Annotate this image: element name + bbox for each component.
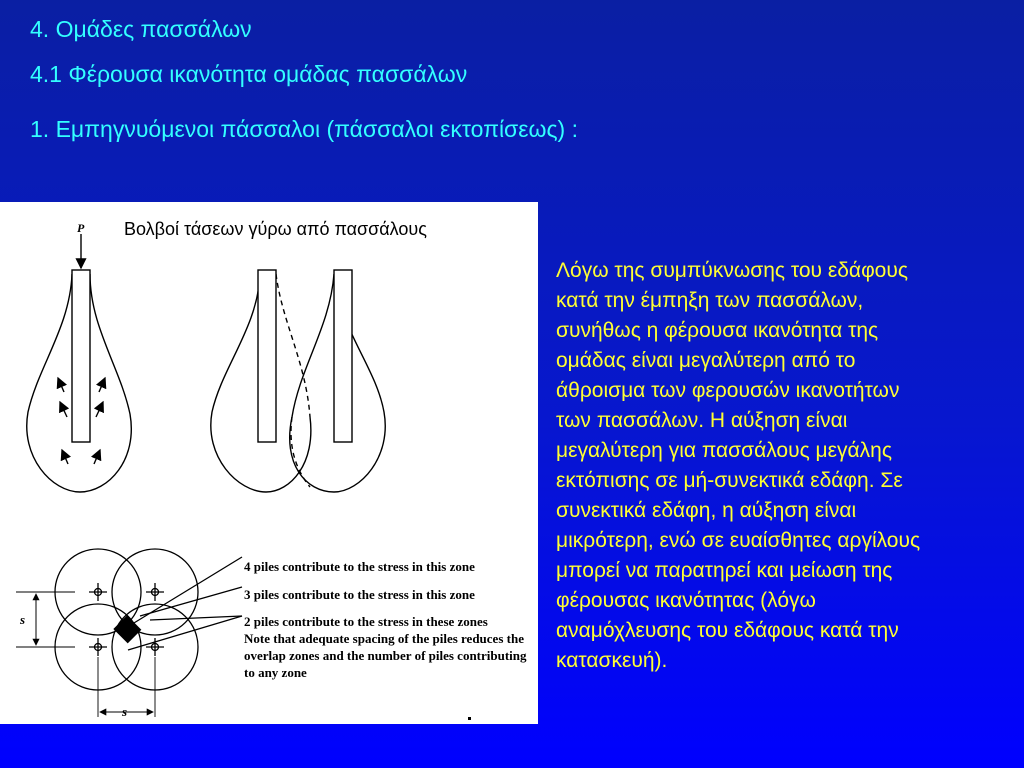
single-pile-shaft (72, 270, 90, 442)
zone-label-3-piles: 3 piles contribute to the stress in this zone (244, 587, 475, 602)
text-line: φέρουσας ικανότητας (λόγω (556, 589, 816, 612)
text-line: των πασσάλων. Η αύξηση είναι (556, 409, 848, 432)
spacing-label-horizontal: s (122, 704, 128, 719)
text-line: κατά την έμπηξη των πασσάλων, (556, 289, 864, 312)
left-pile-shaft (258, 270, 276, 442)
text-line: αναμόχλευσης του εδάφους κατά την (556, 619, 899, 642)
explanation-text (556, 256, 1006, 676)
single-pile-bulb (27, 234, 132, 492)
text-line: συνεκτικά εδάφη, η αύξηση είναι (556, 499, 857, 522)
text-line: συνήθως η φέρουσα ικανότητα της (556, 319, 879, 342)
pile-group-plan (16, 549, 242, 717)
load-symbol: P (77, 221, 85, 235)
text-line: εκτόπισης σε μή-συνεκτικά εδάφη. Σε (556, 469, 903, 492)
text-line: άθροισμα των φερουσών ικανοτήτων (556, 379, 900, 402)
stress-bulb-figure (0, 202, 538, 724)
text-line: μικρότερη, ενώ σε ευαίσθητες αργίλους (556, 529, 921, 552)
right-bulb-left-hidden (291, 417, 310, 487)
text-line: μεγαλύτερη για πασσάλους μεγάλης (556, 439, 892, 462)
right-pile-shaft (334, 270, 352, 442)
two-pile-bulbs (211, 270, 385, 492)
overlap-4-zone (114, 616, 140, 642)
zone-label-4-piles: 4 piles contribute to the stress in this zone (244, 559, 475, 574)
item-title: 1. Εμπηγνυόμενοι πάσσαλοι (πάσσαλοι εκτοπίσεως) : (30, 116, 578, 142)
left-bulb-right-hidden (276, 274, 310, 417)
leader-2-piles-b (128, 616, 242, 650)
spacing-note: Note that adequate spacing of the piles reduces the overlap zones and the number of piles contributing to any zone (244, 631, 527, 680)
subsection-title: 4.1 Φέρουσα ικανότητα ομάδας πασσάλων (30, 61, 468, 87)
leader-2-piles-a (150, 616, 242, 620)
text-line: μπορεί να παρατηρεί και μείωση της (556, 559, 893, 582)
spacing-label-vertical: s (20, 612, 26, 627)
section-title: 4. Ομάδες πασσάλων (30, 16, 252, 42)
zone-label-2-piles: 2 piles contribute to the stress in these zones (244, 614, 488, 629)
figure-caption: Βολβοί τάσεων γύρω από πασσάλους (124, 219, 427, 239)
text-line: κατασκευή). (556, 649, 668, 672)
text-line: Λόγω της συμπύκνωσης του εδάφους (556, 259, 908, 282)
text-line: ομάδας είναι μεγαλύτερη από το (556, 349, 856, 372)
